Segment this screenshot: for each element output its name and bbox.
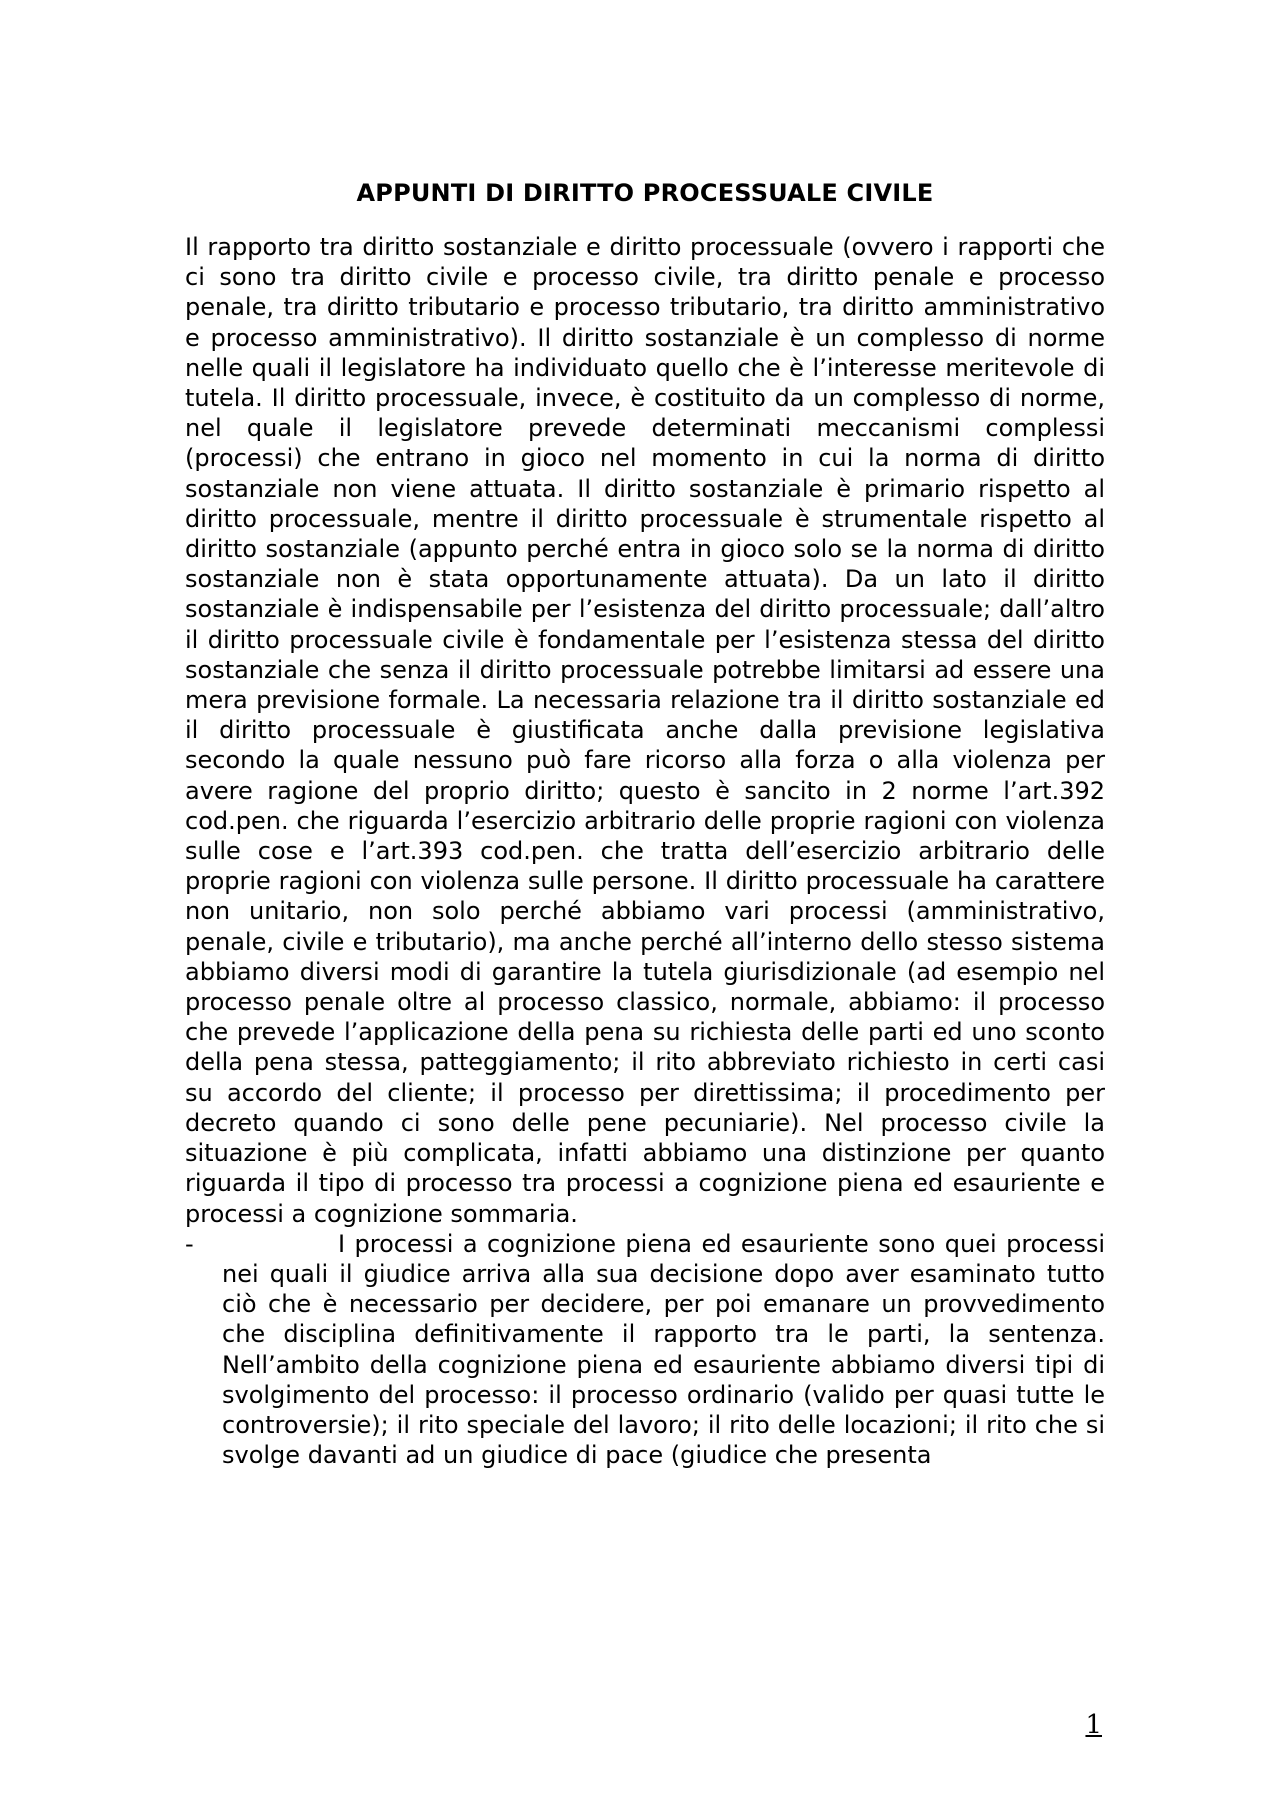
document-title: APPUNTI DI DIRITTO PROCESSUALE CIVILE [356, 179, 934, 207]
document-body [185, 178, 1105, 1470]
paragraph: Il rapporto tra diritto sostanziale e diritto processuale (ovvero i rapporti che ci sono tra diritto civile e processo civile, tra diritto penale e processo penale, tra diritto tributario e processo tributario, tra diritto amministrativo e processo amministrativo). Il diritto sostanziale è un complesso di norme nelle quali il legislatore ha individuato quello che è l’interesse meritevole di tutela. Il diritto processuale, invece, è costituito da un complesso di norme, nel quale il legislatore prevede determinati meccanismi complessi (processi) che entrano in gioco nel momento in cui la norma di diritto sostanziale non viene attuata. Il diritto sostanziale è primario rispetto al diritto processuale, mentre il diritto processuale è strumentale rispetto al diritto sostanziale (appunto perché entra in gioco solo se la norma di diritto sostanziale non è stata opportunamente attuata). Da un lato il diritto sostanziale è indispensabile per l’esistenza del diritto processuale; dall’altro il diritto processuale civile è fondamentale per l’esistenza stessa del diritto sostanziale che senza il diritto processuale potrebbe limitarsi ad essere una mera previsione formale. La necessaria relazione tra il diritto sostanziale ed il diritto processuale è giustificata anche dalla previsione legislativa secondo la quale nessuno può fare ricorso alla forza o alla violenza per avere ragione del proprio diritto; questo è sancito in 2 norme l’art.392 cod.pen. che riguarda l’esercizio arbitrario delle proprie ragioni con violenza sulle cose e l’art.393 cod.pen. che tratta dell’esercizio arbitrario delle proprie ragioni con violenza sulle persone. Il diritto processuale ha carattere non unitario, non solo perché abbiamo vari processi (amministrativo, penale, civile e tributario), ma anche perché all’interno dello stesso sistema abbiamo diversi modi di garantire la tutela giurisdizionale (ad esempio nel processo penale oltre al processo classico, normale, abbiamo: il processo che prevede l’applicazione della pena su richiesta delle parti ed uno sconto della pena stessa, patteggiamento; il rito abbreviato richiesto in certi casi su accordo del cliente; il processo per direttissima; il procedimento per decreto quando ci sono delle pene pecuniarie). Nel processo civile la situazione è più complicata, infatti abbiamo una distinzione per quanto riguarda il tipo di processo tra processi a cognizione piena ed esauriente e processi a cognizione sommaria. [185, 233, 1105, 1228]
bullet-list [185, 1229, 1105, 1471]
list-item [185, 1229, 1105, 1471]
page-number: 1 [1085, 1710, 1102, 1740]
list-item-text: I processi a cognizione piena ed esauriente sono quei processi nei quali il giudice arriva alla sua decisione dopo aver esaminato tutto ciò che è necessario per decidere, per poi emanare un provvedimento che disciplina definitivamente il rapporto tra le parti, la sentenza. Nell’ambito della cognizione piena ed esauriente abbiamo diversi tipi di svolgimento del processo: il processo ordinario (valido per quasi tutte le controversie); il rito speciale del lavoro; il rito delle locazioni; il rito che si svolge davanti ad un giudice di pace (giudice che presenta [222, 1229, 1105, 1470]
bullet-dash: - [185, 1229, 194, 1258]
